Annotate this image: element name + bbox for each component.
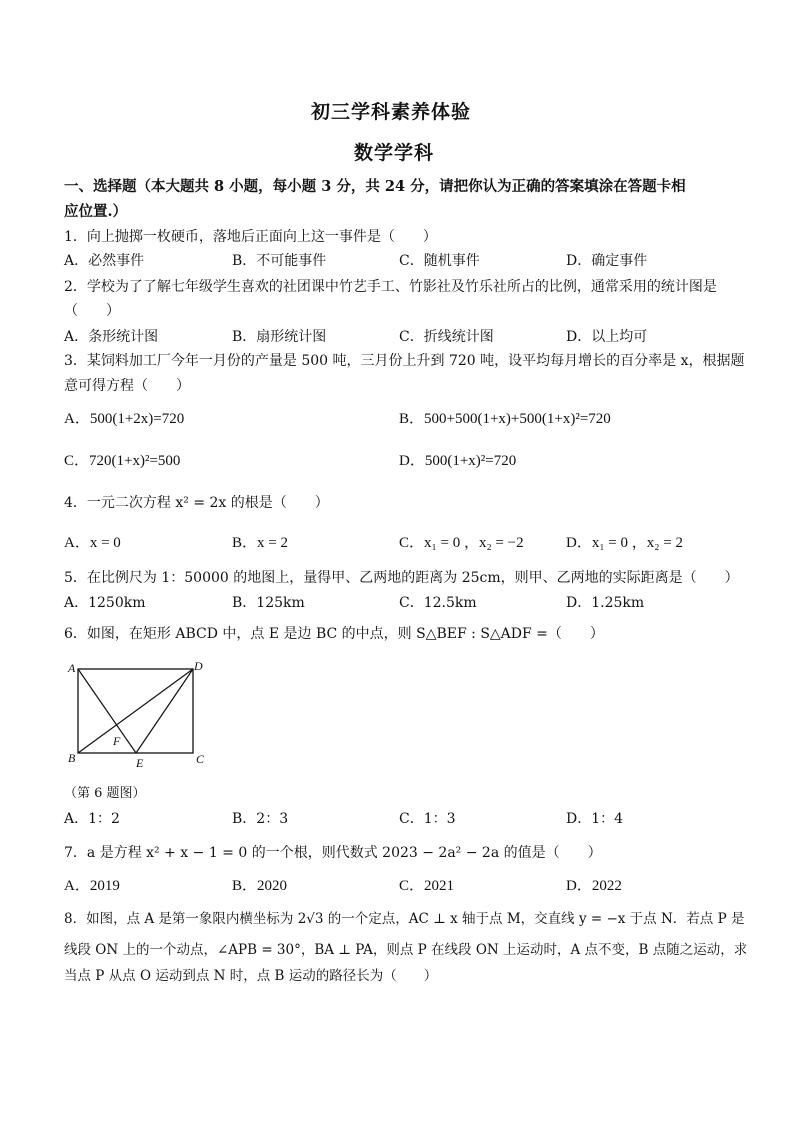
question-8-stem-line2: 线段 ON 上的一个动点，∠APB = 30°，BA ⊥ PA，则点 P 在线段 ON 上运动时，A 点不变，B 点随之运动，求 [64, 942, 748, 958]
q7-option-b: B．2020 [232, 878, 288, 894]
question-6-figure-caption: （第 6 题图） [64, 786, 146, 801]
q5-option-d: D．1.25km [566, 595, 645, 611]
q1-option-a: A．必然事件 [64, 253, 145, 269]
q3-option-d: D．500(1+x)²=720 [399, 453, 517, 469]
q5-option-a: A．1250km [64, 595, 146, 611]
q1-option-d: D．确定事件 [566, 253, 648, 269]
q5-option-c: C．12.5km [399, 595, 477, 611]
segment-bd [78, 669, 193, 753]
question-8-stem-line3: 当点 P 从点 O 运动到点 N 时，点 B 运动的路径长为（ ） [64, 968, 438, 984]
q4-option-b: B．x = 2 [232, 535, 288, 551]
question-3-stem-line1: 3．某饲料加工厂今年一月份的产量是 500 吨，三月份上升到 720 吨，设平均每月增长的百分率是 x，根据题 [64, 353, 745, 369]
q7-option-a: A．2019 [64, 878, 120, 894]
q2-option-a: A．条形统计图 [64, 329, 159, 345]
q7-option-c: C．2021 [399, 878, 455, 894]
section-header-line1: 一、选择题（本大题共 8 小题，每小题 3 分，共 24 分，请把你认为正确的答案填涂在答题卡相 [64, 178, 686, 195]
q7-option-d: D．2022 [566, 878, 622, 894]
q4-option-a: A．x = 0 [64, 535, 121, 551]
label-f: F [113, 734, 121, 748]
q4-option-c: C．x₁ = 0 ，x₂ = −2 [399, 535, 524, 551]
q3-option-a: A．500(1+2x)=720 [64, 411, 185, 427]
subject-title: 数学学科 [354, 142, 435, 164]
question-1-stem: 1．向上抛掷一枚硬币，落地后正面向上这一事件是（ ） [64, 229, 437, 245]
q5-option-b: B．125km [232, 595, 305, 611]
label-b: B [68, 751, 76, 765]
q2-option-c: C．折线统计图 [399, 329, 494, 345]
label-c: C [196, 752, 205, 766]
q6-option-d: D．1：4 [566, 811, 624, 827]
question-5-stem: 5．在比例尺为 1：50000 的地图上，量得甲、乙两地的距离为 25cm，则甲、乙两地的实际距离是（ ） [64, 570, 739, 586]
section-header-line2: 应位置.） [64, 203, 128, 220]
question-3-stem-line2: 意可得方程（ ） [64, 378, 190, 394]
question-2-stem-line1: 2．学校为了了解七年级学生喜欢的社团课中竹艺手工、竹影社及竹乐社所占的比例，通常采用的统计图是 [64, 279, 717, 295]
label-a: A [68, 661, 76, 675]
q2-option-d: D．以上均可 [566, 329, 648, 345]
page-title: 初三学科素养体验 [311, 101, 472, 123]
question-4-stem: 4．一元二次方程 x² = 2x 的根是（ ） [64, 495, 329, 511]
question-8-stem-line1: 8．如图，点 A 是第一象限内横坐标为 2√3 的一个定点，AC ⊥ x 轴于点 M，交直线 y = −x 于点 N．若点 P 是 [64, 911, 745, 927]
question-6-figure [60, 655, 220, 773]
q6-option-b: B．2：3 [232, 811, 289, 827]
label-d: D [194, 659, 203, 673]
question-7-stem: 7．a 是方程 x² + x − 1 = 0 的一个根，则代数式 2023 − 2a² − 2a 的值是（ ） [64, 845, 602, 861]
segment-ae [78, 669, 136, 753]
q3-option-c: C．720(1+x)²=500 [64, 453, 181, 469]
q6-option-a: A．1：2 [64, 811, 120, 827]
segment-ed [136, 669, 193, 753]
q6-option-c: C．1：3 [399, 811, 456, 827]
question-2-stem-line2: （ ） [64, 303, 120, 319]
label-e: E [136, 756, 144, 770]
q1-option-c: C．随机事件 [399, 253, 480, 269]
q3-option-b: B．500+500(1+x)+500(1+x)²=720 [399, 411, 611, 427]
question-6-stem: 6．如图，在矩形 ABCD 中，点 E 是边 BC 的中点，则 S△BEF : S△ADF =（ ） [64, 626, 604, 642]
q1-option-b: B．不可能事件 [232, 253, 327, 269]
q2-option-b: B．扇形统计图 [232, 329, 327, 345]
q4-option-d: D．x₁ = 0 ，x₂ = 2 [566, 535, 683, 551]
